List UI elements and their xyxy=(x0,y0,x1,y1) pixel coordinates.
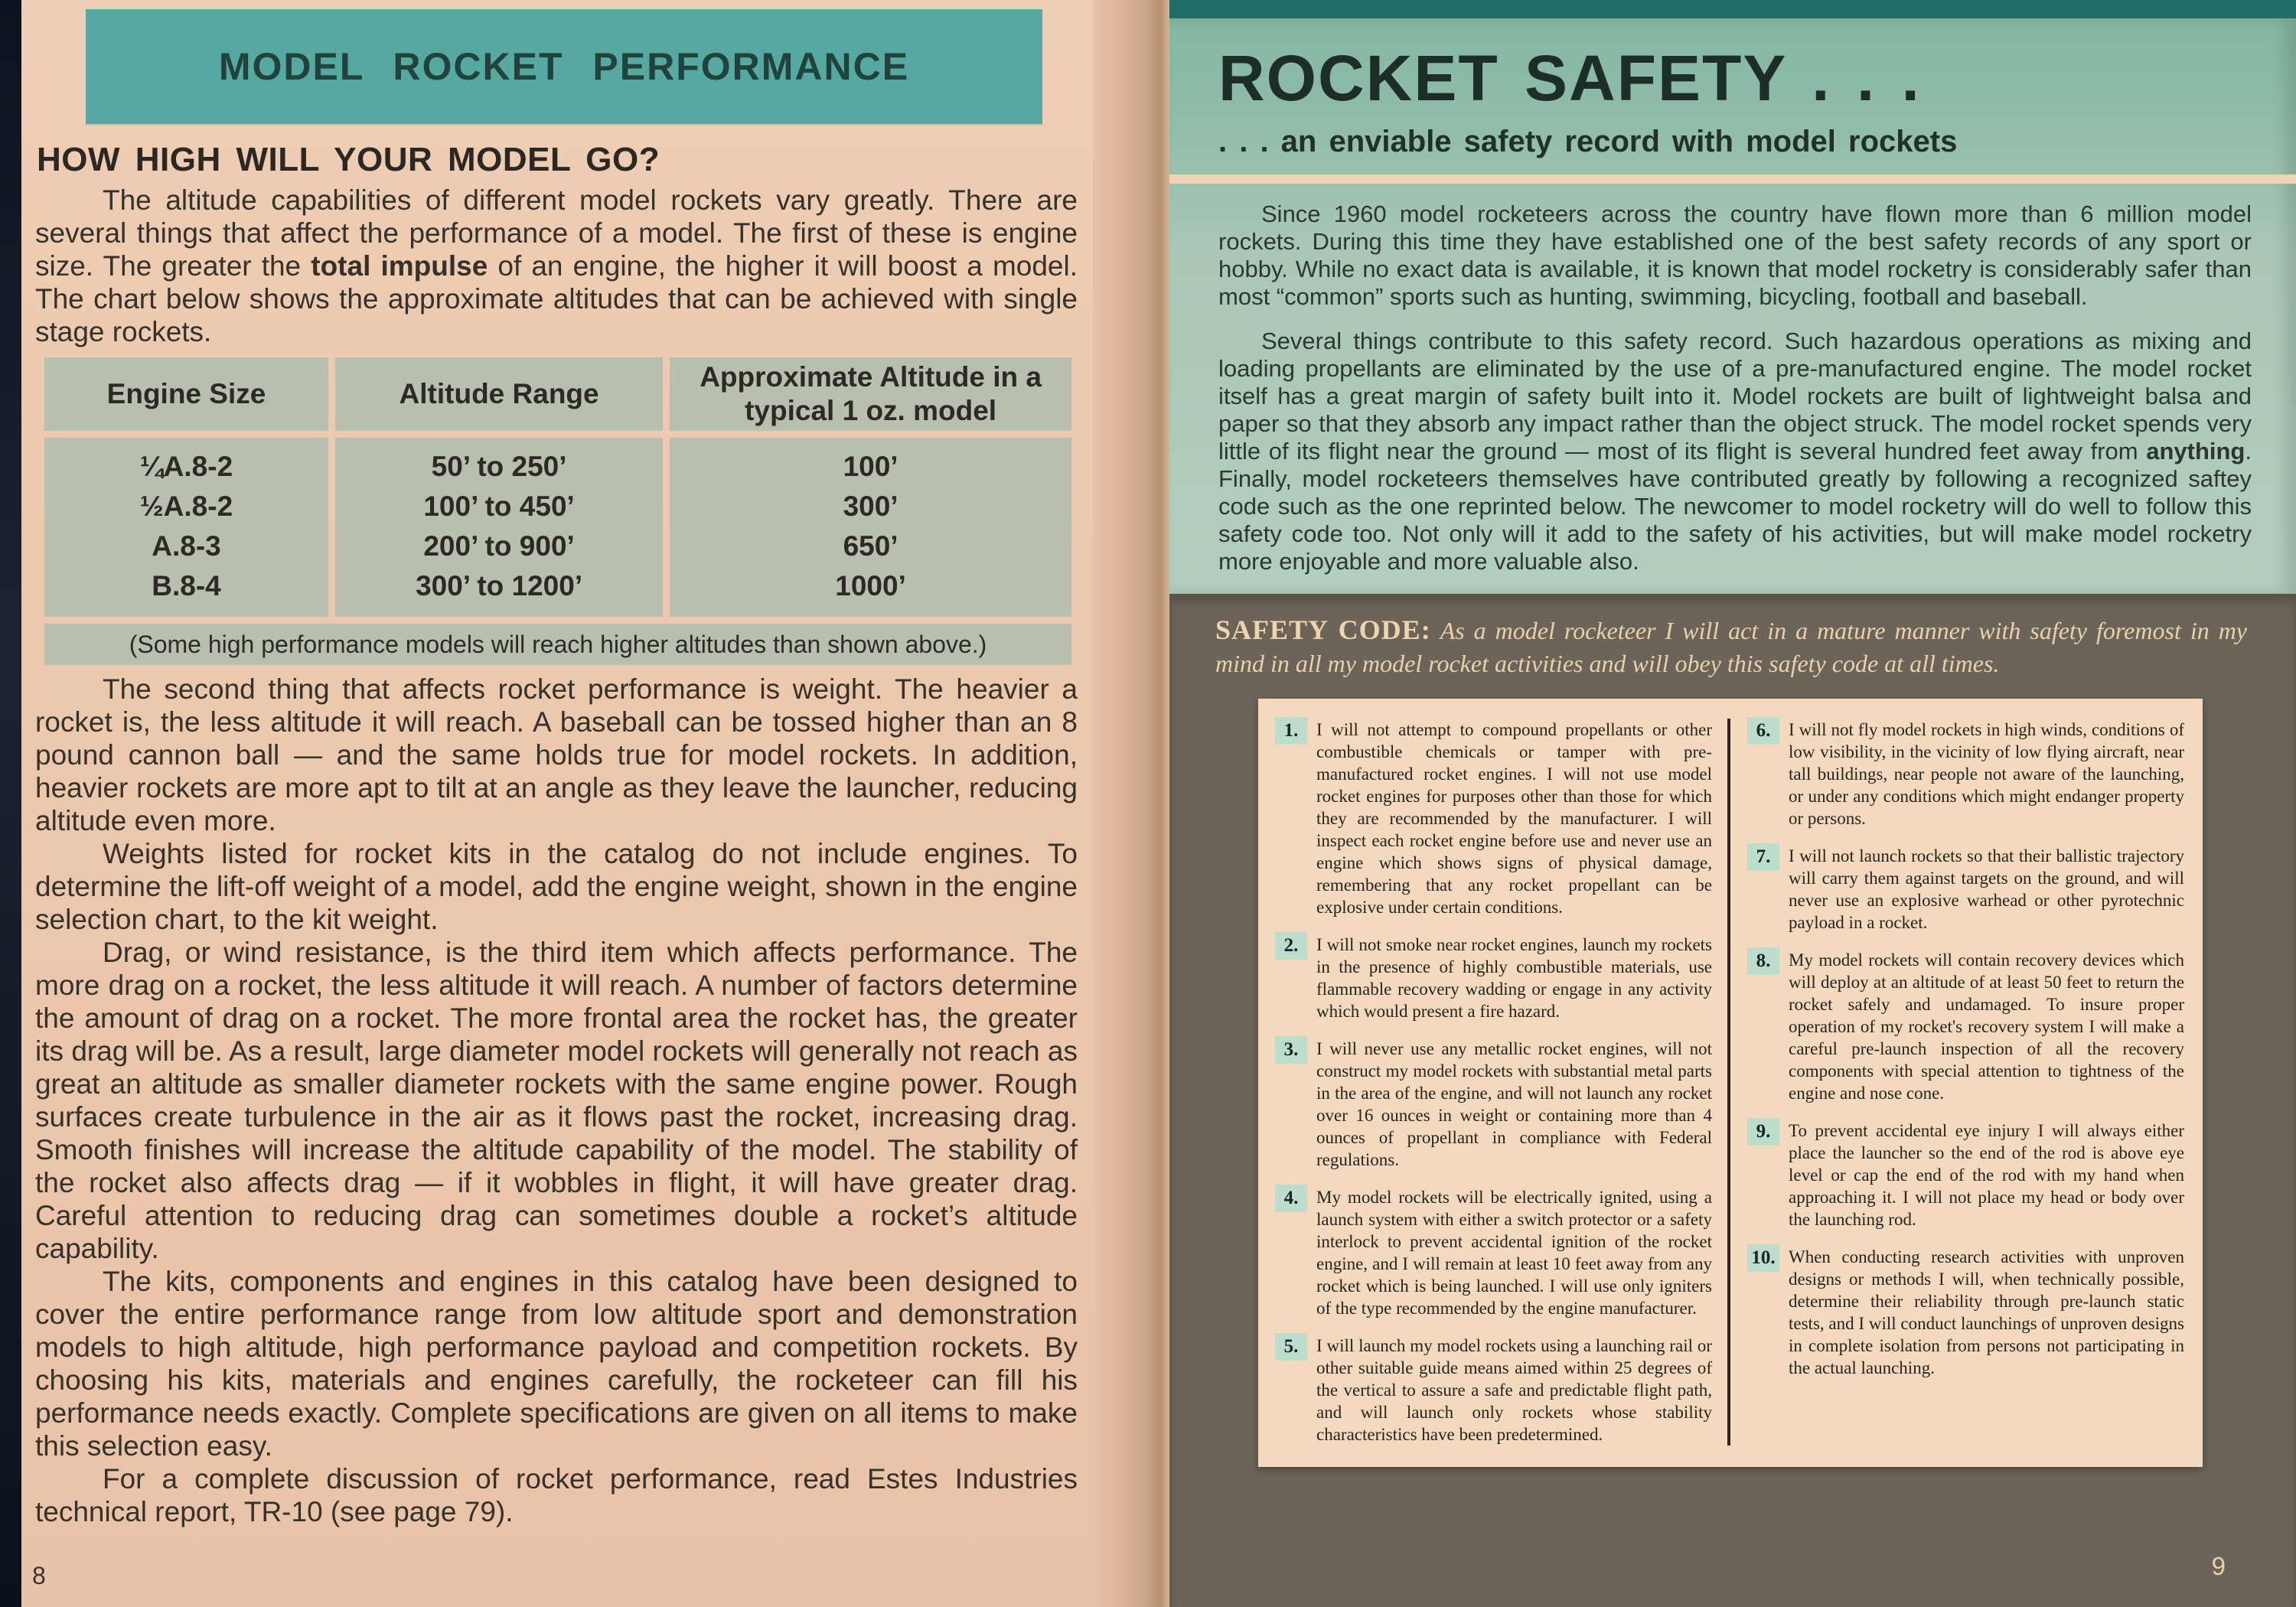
adjacent-page-edge xyxy=(1169,0,2296,18)
page-title-right: ROCKET SAFETY . . . xyxy=(1218,42,1921,114)
section-heading: HOW HIGH WILL YOUR MODEL GO? xyxy=(37,141,660,178)
item-text: My model rockets will be electrically ignited, using a launch system with either a switch protector or a safety interlock to prevent accidental ignition of the rocket engine, and I will remain at least 10 feet away from any rocket which is being launched. I will use only igniters of the type recommended by the engine manufacturer. xyxy=(1316,1188,1712,1318)
safety-intro-section xyxy=(1169,18,2296,594)
item-number-badge: 3. xyxy=(1275,1036,1307,1064)
table-cell: ¼A.8-2 xyxy=(139,451,233,482)
scan-edge xyxy=(0,0,21,1607)
safety-code-item-8 xyxy=(1747,949,2184,1104)
safety-code-item-10 xyxy=(1747,1246,2184,1379)
safety-code-pledge: As a model rocketeer I will act in a mature manner with safety foremost in my mind in all my model rocket activities and will obey this safety code at all times. xyxy=(1215,617,2248,677)
page-gutter xyxy=(1093,0,1169,1607)
item-number-badge: 9. xyxy=(1747,1118,1779,1146)
table-cell: 200’ to 900’ xyxy=(423,530,575,562)
safety-code-item-9 xyxy=(1747,1120,2184,1231)
table-cell: 650’ xyxy=(843,530,899,562)
table-cell: 100’ xyxy=(843,451,899,482)
table-cell: 100’ to 450’ xyxy=(423,491,575,522)
paragraph-1-bold: total impulse xyxy=(311,250,488,282)
paragraph-6: For a complete discussion of rocket performance, read Estes Industries technical report, TR-10 (see page 79). xyxy=(35,1463,1078,1527)
safety-code-item-7 xyxy=(1747,845,2184,934)
safety-paragraph-2-bold: anything xyxy=(2146,438,2245,464)
page-number-left: 8 xyxy=(32,1562,46,1589)
left-banner xyxy=(86,9,1042,124)
table-footnote: (Some high performance models will reach higher altitudes than shown above.) xyxy=(44,624,1071,665)
item-number-badge: 5. xyxy=(1275,1333,1307,1361)
table-cell: ½A.8-2 xyxy=(139,491,233,522)
safety-paragraph-2-post: . Finally, model rocketeers themselves have contributed greatly by following a recognized saftey code such as the one reprinted below. The newcomer to model rocketry will do well to follow this safety code too. Not only will it add to the safety of his activities, but will make model rocketry more enjoyable and more valuable also. xyxy=(1218,438,2252,575)
item-text: I will not smoke near rocket engines, launch my rockets in the presence of highly combustible materials, use flammable recovery wadding or engage in any activity which would present a fire hazard. xyxy=(1316,935,1712,1021)
item-text: I will not fly model rockets in high winds, conditions of low visibility, in the vicinity of low flying aircraft, near tall buildings, near people not aware of the launching, or under any conditions which might endanger property or persons. xyxy=(1789,720,2184,828)
table-cell: B.8-4 xyxy=(152,570,221,601)
safety-code-column-2 xyxy=(1730,719,2184,1446)
paragraph-2: The second thing that affects rocket performance is weight. The heavier a rocket is, the less altitude it will reach. A baseball can be tossed higher than an 8 pound cannon ball — and the same holds true for model rockets. In addition, heavier rockets are more apt to tilt at an angle as they leave the launcher, reducing altitude even more. xyxy=(35,673,1078,836)
table-cell: 50’ to 250’ xyxy=(431,451,567,482)
item-number-badge: 1. xyxy=(1275,717,1307,745)
paragraph-3: Weights listed for rocket kits in the catalog do not include engines. To determine the lift-off weight of a model, add the engine weight, shown in the engine selection chart, to the kit weight. xyxy=(35,838,1078,935)
table-header-approx-altitude: Approximate Altitude in a typical 1 oz. model xyxy=(670,357,1071,431)
table-cell: A.8-3 xyxy=(152,530,221,562)
paragraph-5: The kits, components and engines in this catalog have been designed to cover the entire performance range from low altitude sport and demonstration models to high altitude, high performance payload and competition rockets. By choosing his kits, materials and engines carefully, the rocketeer can fill his performance needs exactly. Complete specifications are given on all items to make this selection easy. xyxy=(35,1266,1078,1462)
safety-code-item-4 xyxy=(1275,1186,1712,1319)
safety-paragraph-1: Since 1960 model rocketeers across the country have flown more than 6 million model rockets. During this time they have established one of the best safety records of any sport or hobby. While no exact data is available, it is known that model rocketry is considerably safer than most “common” sports such as hunting, swimming, bicycling, football and baseball. xyxy=(1218,200,2252,310)
page-title-left: MODEL ROCKET PERFORMANCE xyxy=(218,45,910,88)
table-col-approx-altitude xyxy=(670,438,1071,617)
item-text: I will not launch rockets so that their ballistic trajectory will carry them against targets on the ground, and will never use an explosive warhead or other pyrotechnic payload in a rocket. xyxy=(1789,846,2184,932)
item-number-badge: 7. xyxy=(1747,843,1779,871)
item-number-badge: 2. xyxy=(1275,932,1307,960)
safety-code-label: SAFETY CODE: xyxy=(1215,614,1431,645)
safety-code-section xyxy=(1169,594,2296,1607)
safety-code-item-5 xyxy=(1275,1335,1712,1446)
table-cell: 300’ xyxy=(843,491,899,522)
altitude-table xyxy=(44,357,1071,665)
paragraph-1-post: of an engine, the higher it will boost a model. The chart below shows the approximate altitudes that can be achieved with single stage rockets. xyxy=(35,250,1078,347)
safety-code-intro xyxy=(1215,614,2247,680)
item-number-badge: 10. xyxy=(1747,1244,1779,1272)
table-col-altitude-range xyxy=(335,438,663,617)
safety-code-item-3 xyxy=(1275,1038,1712,1171)
item-text: When conducting research activities with unproven designs or methods I will, when technically possible, determine their reliability through pre-launch static tests, and I will conduct launchings of unproven designs in complete isolation from persons not participating in the actual launching. xyxy=(1789,1247,2184,1377)
divider-rule xyxy=(1169,174,2296,184)
table-header-engine-size: Engine Size xyxy=(44,357,328,431)
page-right xyxy=(1169,0,2296,1607)
item-text: I will not attempt to compound propellants or other combustible chemicals or tamper with pre-manufactured rocket engines. I will not use model rocket engines for purposes other than those for which they are recommended by the manufacturer. I will inspect each rocket engine before use and never use an engine which shows signs of physical damage, remembering that any rocket propellant can be explosive under certain conditions. xyxy=(1316,720,1712,917)
table-cell: 300’ to 1200’ xyxy=(416,570,583,601)
safety-code-panel xyxy=(1258,699,2203,1467)
page-left xyxy=(21,0,1093,1607)
page-number-right: 9 xyxy=(2211,1552,2226,1580)
item-text: I will launch my model rockets using a launching rail or other suitable guide means aimed within 25 degrees of the vertical to assure a safe and predictable flight path, and will launch only rockets whose stability characteristics have been predetermined. xyxy=(1316,1336,1712,1444)
safety-paragraph-2 xyxy=(1218,328,2252,575)
table-cell: 1000’ xyxy=(835,570,906,601)
table-header-altitude-range: Altitude Range xyxy=(335,357,663,431)
safety-code-item-2 xyxy=(1275,934,1712,1022)
item-number-badge: 6. xyxy=(1747,717,1779,745)
safety-code-item-6 xyxy=(1747,719,2184,830)
paragraph-1 xyxy=(35,184,1078,348)
page-subtitle-right: . . . an enviable safety record with model rockets xyxy=(1218,125,1958,158)
item-number-badge: 8. xyxy=(1747,947,1779,975)
table-col-engine-size xyxy=(44,438,328,617)
safety-code-item-1 xyxy=(1275,719,1712,918)
paragraph-1-pre: The altitude capabilities of different model rockets vary greatly. There are several things that affect the performance of a model. The first of these is engine size. The greater the xyxy=(35,184,1078,282)
safety-paragraph-2-pre: Several things contribute to this safety record. Such hazardous operations as mixing and loading propellants are eliminated by the use of a pre-manufactured engine. The model rocket itself has a great margin of safety built into it. Model rockets are built of lightweight balsa and paper so that they absorb any impact rather than the object struck. The model rocket spends very little of its flight near the ground — most of its flight is several hundred feet away from xyxy=(1218,328,2252,464)
paragraph-4: Drag, or wind resistance, is the third item which affects performance. The more drag on a rocket, the less altitude it will reach. A number of factors determine the amount of drag on a rocket. The more frontal area the rocket has, the greater its drag will be. As a result, large diameter model rockets will generally not reach as great an altitude as smaller diameter rockets with the same engine power. Rough surfaces create turbulence in the air as it flows past the rocket, increasing drag. Smooth finishes will increase the altitude capability of the model. The stability of the rocket also affects drag — if it wobbles in flight, it will have greater drag. Careful attention to reducing drag can sometimes double a rocket’s altitude capability. xyxy=(35,937,1078,1264)
safety-code-column-1 xyxy=(1275,719,1727,1446)
item-number-badge: 4. xyxy=(1275,1185,1307,1212)
item-text: To prevent accidental eye injury I will always either place the launcher so the end of the rod is above eye level or cap the end of the rod with my hand when approaching it. I will not place my head or body over the launching rod. xyxy=(1789,1121,2184,1229)
item-text: I will never use any metallic rocket engines, will not construct my model rockets with substantial metal parts in the area of the engine, and will not launch any rocket over 16 ounces in weight or containing more than 4 ounces of propellant in compliance with Federal regulations. xyxy=(1316,1039,1712,1169)
item-text: My model rockets will contain recovery devices which will deploy at an altitude of at least 50 feet to return the rocket safely and undamaged. To insure proper operation of my rocket's recovery system I will make a careful pre-launch inspection of all the recovery components with special attention to tightness of the engine and nose cone. xyxy=(1789,950,2184,1103)
